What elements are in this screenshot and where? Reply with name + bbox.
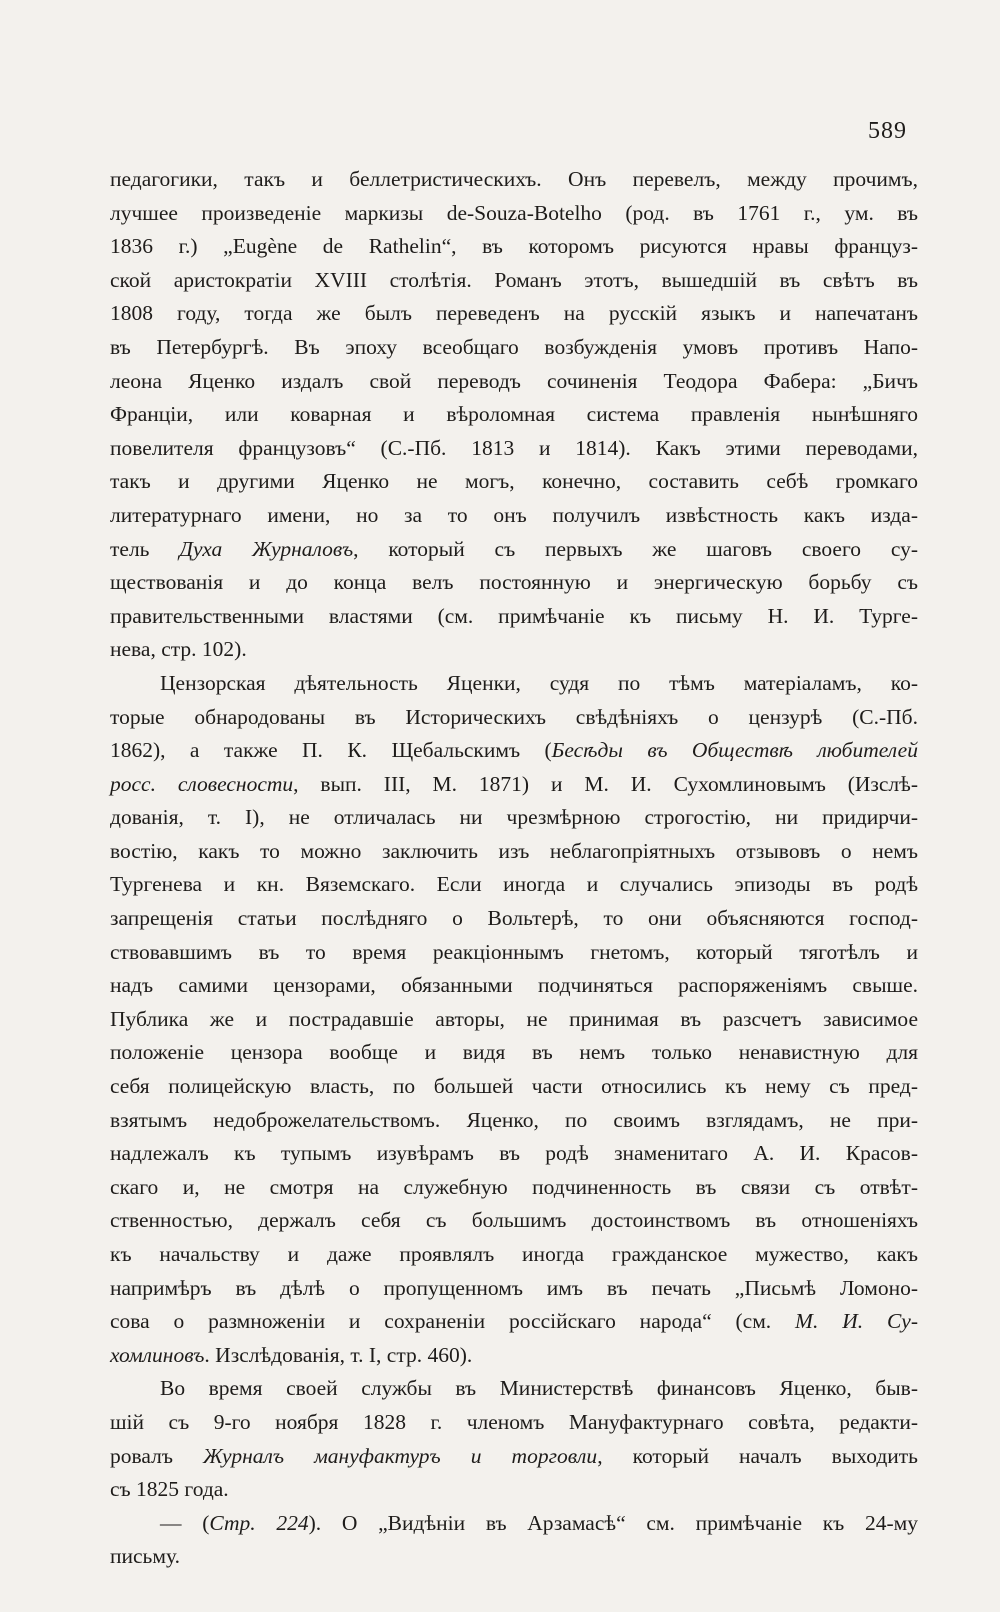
paragraph bbox=[110, 163, 918, 667]
text-line bbox=[110, 297, 918, 331]
text-line bbox=[110, 465, 918, 499]
text-line bbox=[110, 432, 918, 466]
text-line bbox=[110, 1171, 918, 1205]
text-run: 1836 г.) „Eugène de Rathelin“, въ которомъ рисуются нравы француз- bbox=[110, 234, 918, 259]
text-run: торые обнародованы въ Историческихъ свѣдѣнiяхъ о цензурѣ (С.-Пб. bbox=[110, 704, 918, 729]
text-line bbox=[110, 1372, 918, 1406]
text-line bbox=[110, 1003, 918, 1037]
text-line bbox=[110, 197, 918, 231]
text-line bbox=[110, 533, 918, 567]
text-run: 1862), а также П. К. Щебальскимъ ( bbox=[110, 738, 552, 763]
text-run: . Изслѣдованiя, т. I, стр. 460). bbox=[204, 1342, 473, 1367]
text-run: ской аристократiи XVIII столѣтiя. Романъ этотъ, вышедшiй въ свѣтъ въ bbox=[110, 267, 918, 292]
italic-text: М. И. Су- bbox=[795, 1309, 918, 1334]
text-line bbox=[110, 868, 918, 902]
text-line bbox=[110, 1070, 918, 1104]
text-line bbox=[110, 264, 918, 298]
text-line bbox=[110, 1305, 918, 1339]
italic-text: хомлиновъ bbox=[110, 1342, 205, 1367]
text-line bbox=[110, 835, 918, 869]
text-run: , который началъ выходить bbox=[597, 1443, 918, 1468]
text-line bbox=[110, 734, 918, 768]
page-number: 589 bbox=[868, 118, 907, 144]
text-run: скаго и, не смотря на служебную подчиненность въ связи съ отвѣт- bbox=[110, 1174, 918, 1199]
text-run: съ 1825 года. bbox=[110, 1477, 229, 1502]
italic-text: Стр. 224 bbox=[209, 1510, 309, 1535]
text-line bbox=[110, 1204, 918, 1238]
text-line bbox=[110, 902, 918, 936]
text-line bbox=[110, 969, 918, 1003]
text-run: нева, стр. 102). bbox=[110, 637, 247, 662]
text-run: дованiя, т. I), не отличалась ни чрезмѣрною строгостiю, ни придирчи- bbox=[110, 805, 918, 830]
text-line bbox=[110, 365, 918, 399]
text-line bbox=[110, 768, 918, 802]
paragraph bbox=[110, 1372, 918, 1506]
text-run: Публика же и пострадавшiе авторы, не принимая въ разсчетъ зависимое bbox=[110, 1006, 918, 1031]
text-run: къ начальству и даже проявлялъ иногда гражданское мужество, какъ bbox=[110, 1242, 918, 1266]
italic-text: Духа Журналовъ bbox=[179, 536, 354, 561]
text-line bbox=[110, 801, 918, 835]
text-run: Во время своей службы въ Министерствѣ финансовъ Яценко, быв- bbox=[160, 1376, 918, 1401]
text-run: — ( bbox=[160, 1510, 210, 1535]
text-run: ровалъ bbox=[110, 1443, 203, 1468]
text-run: ствовавшимъ въ то время реакцiоннымъ гнетомъ, который тяготѣлъ и bbox=[110, 939, 918, 964]
text-run: 1808 году, тогда же былъ переведенъ на русскiй языкъ и напечатанъ bbox=[110, 301, 918, 326]
body-text bbox=[110, 163, 918, 1574]
text-run: положенiе цензора вообще и видя въ немъ только ненавистную для bbox=[110, 1040, 918, 1065]
text-run: Францiи, или коварная и вѣроломная система правленiя нынѣшняго bbox=[110, 402, 918, 427]
text-run: правительственными властями (см. примѣчанiе къ письму Н. И. Турге- bbox=[110, 603, 918, 628]
text-run: запрещенiя статьи послѣдняго о Вольтерѣ, то они объясняются господ- bbox=[110, 906, 918, 931]
text-run: , который съ первыхъ же шаговъ своего су- bbox=[353, 536, 918, 561]
text-line bbox=[110, 1036, 918, 1070]
text-run: ственностью, держалъ себя съ большимъ достоинствомъ въ отношенiяхъ bbox=[110, 1208, 918, 1233]
text-line bbox=[110, 1540, 918, 1574]
text-run: напримѣръ въ дѣлѣ о пропущенномъ имъ въ печать „Письмѣ Ломоно- bbox=[110, 1275, 918, 1300]
text-run: тель bbox=[110, 536, 180, 561]
italic-text: росс. словесности bbox=[110, 771, 294, 796]
text-line bbox=[110, 566, 918, 600]
paragraph bbox=[110, 667, 918, 1372]
paragraph bbox=[110, 1507, 918, 1574]
italic-text: Журналъ мануфактуръ и торговли bbox=[203, 1443, 598, 1468]
italic-text: Бесѣды въ Обществѣ любителей bbox=[551, 738, 918, 763]
text-run: письму. bbox=[110, 1544, 180, 1569]
text-line bbox=[110, 1272, 918, 1306]
text-run: повелителя французовъ“ (С.-Пб. 1813 и 1814). Какъ этими переводами, bbox=[110, 435, 918, 460]
text-run: леона Яценко издалъ свой переводъ сочиненiя Теодора Фабера: „Бичъ bbox=[110, 368, 918, 393]
text-line bbox=[110, 499, 918, 533]
text-line bbox=[110, 1137, 918, 1171]
text-run: сова о размноженiи и сохраненiи россiйскаго народа“ (см. bbox=[110, 1309, 796, 1334]
text-line bbox=[110, 1440, 918, 1474]
text-run: ). О „Видѣнiи въ Арзамасѣ“ см. примѣчанiе къ 24-му bbox=[308, 1510, 918, 1535]
text-line bbox=[110, 163, 918, 197]
text-run: шiй съ 9-го ноября 1828 г. членомъ Мануфактурнаго совѣта, редакти- bbox=[110, 1409, 918, 1434]
text-run: ществованiя и до конца велъ постоянную и энергическую борьбу съ bbox=[110, 570, 918, 595]
text-line bbox=[110, 600, 918, 634]
text-run: Тургенева и кн. Вяземскаго. Если иногда и случались эпизоды въ родѣ bbox=[110, 872, 918, 897]
text-line bbox=[110, 701, 918, 735]
text-run: , вып. III, М. 1871) и М. И. Сухомлиновымъ (Изслѣ- bbox=[293, 771, 918, 796]
text-run: Цензорская дѣятельность Яценки, судя по тѣмъ матерiаламъ, ко- bbox=[160, 670, 918, 695]
text-line bbox=[110, 331, 918, 365]
text-run: себя полицейскую власть, по большей части относились къ нему съ пред- bbox=[110, 1074, 918, 1099]
text-run: взятымъ недоброжелательствомъ. Яценко, по своимъ взглядамъ, не при- bbox=[110, 1107, 918, 1132]
text-line bbox=[110, 667, 918, 701]
text-line bbox=[110, 1473, 918, 1507]
text-line bbox=[110, 230, 918, 264]
text-run: надъ самими цензорами, обязанными подчиняться распоряженiямъ свыше. bbox=[110, 973, 918, 998]
text-line bbox=[110, 633, 918, 667]
text-run: такъ и другими Яценко не могъ, конечно, составить себѣ громкаго bbox=[110, 469, 918, 494]
text-line bbox=[110, 936, 918, 970]
text-run: надлежалъ къ тупымъ изувѣрамъ въ родѣ знаменитаго А. И. Красов- bbox=[110, 1141, 918, 1166]
text-run: лучшее произведенiе маркизы de-Souza-Botelho (род. въ 1761 г., ум. въ bbox=[110, 200, 918, 225]
text-line bbox=[110, 1104, 918, 1138]
text-line bbox=[110, 1507, 918, 1541]
text-run: педагогики, такъ и беллетристическихъ. Онъ перевелъ, между прочимъ, bbox=[110, 167, 918, 191]
text-line bbox=[110, 398, 918, 432]
text-line bbox=[110, 1406, 918, 1440]
text-run: востiю, какъ то можно заключить изъ неблагопрiятныхъ отзывовъ о немъ bbox=[110, 838, 918, 863]
text-line bbox=[110, 1238, 918, 1272]
text-line bbox=[110, 1339, 918, 1373]
text-run: въ Петербургѣ. Въ эпоху всеобщаго возбужденiя умовъ противъ Напо- bbox=[110, 334, 918, 359]
text-run: литературнаго имени, но за то онъ получилъ извѣстность какъ изда- bbox=[110, 502, 918, 527]
